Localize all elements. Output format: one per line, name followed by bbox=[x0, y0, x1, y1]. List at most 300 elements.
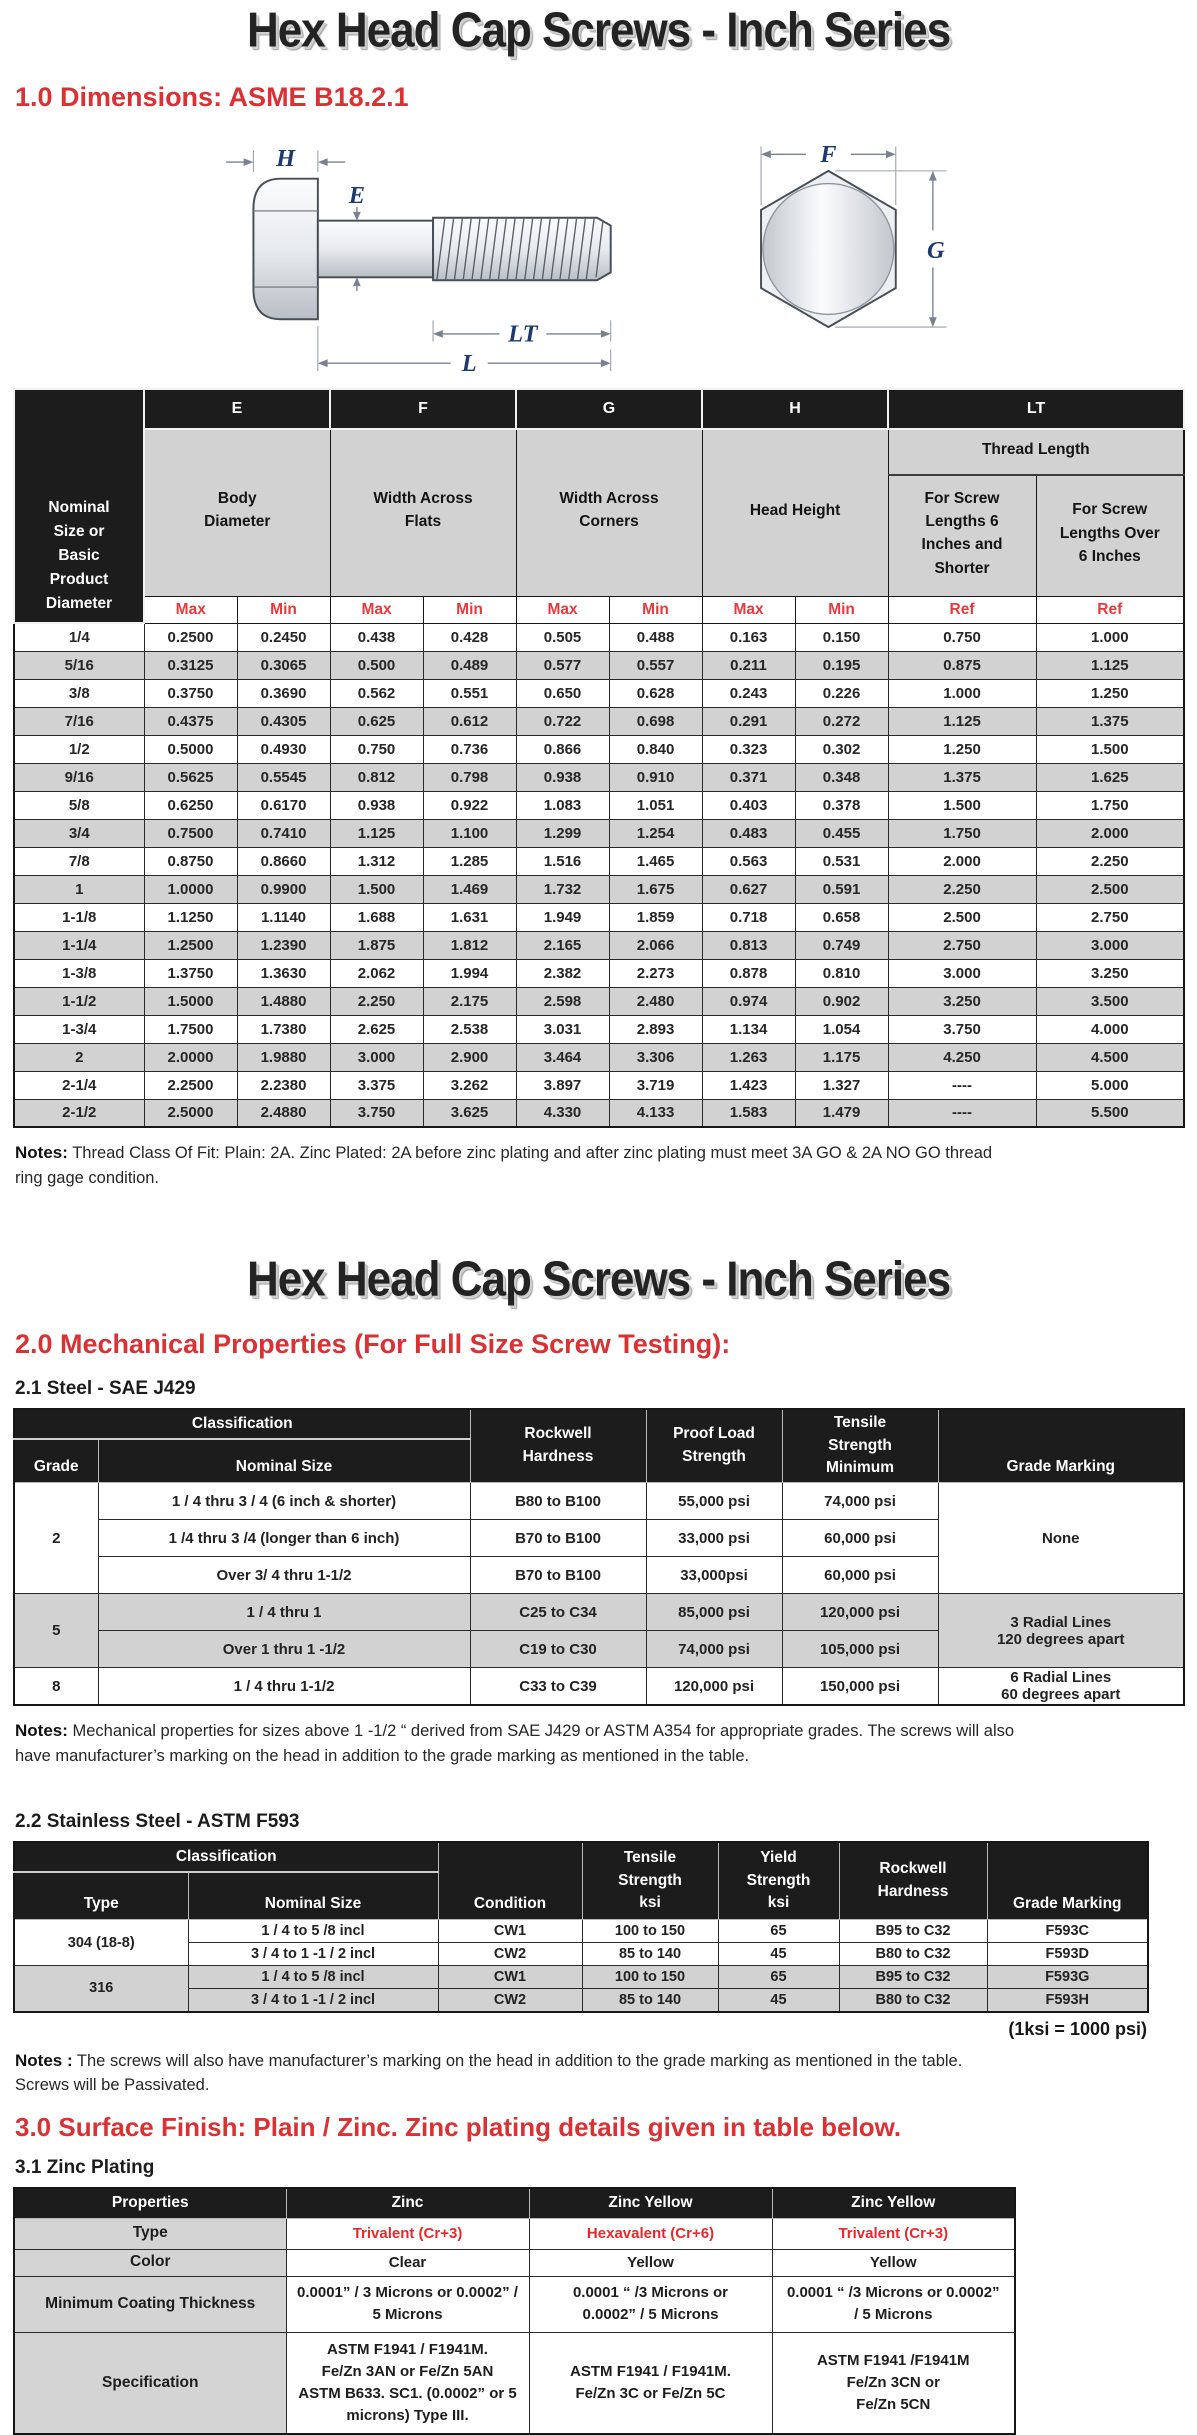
steel-grade-header: Grade bbox=[14, 1439, 98, 1483]
value-cell: 1.500 bbox=[1036, 735, 1184, 763]
nominal-size-cell: 1 / 4 thru 3 / 4 (6 inch & shorter) bbox=[98, 1483, 470, 1520]
value-cell: Yellow bbox=[772, 2249, 1015, 2276]
minmax-cell: Ref bbox=[1036, 596, 1184, 623]
value-cell: 0.348 bbox=[795, 763, 888, 791]
group-header-width-across-flats bbox=[330, 429, 516, 596]
value-cell: 0.2450 bbox=[237, 623, 330, 651]
ss-marking-header: Grade Marking bbox=[987, 1842, 1148, 1920]
header-text: Rockwell Hardness bbox=[877, 1860, 949, 1900]
bolt-side-view bbox=[253, 179, 610, 320]
header-text: Rockwell Hardness bbox=[522, 1425, 594, 1465]
nominal-size-cell: 2-1/2 bbox=[14, 1099, 144, 1127]
page-title bbox=[13, 3, 1184, 58]
bolt-diagram-svg bbox=[189, 117, 1009, 379]
col-header-f: F bbox=[330, 389, 516, 429]
dimension-row bbox=[14, 791, 1184, 819]
value-cell: 0.3065 bbox=[237, 651, 330, 679]
steel-tensile-header bbox=[782, 1409, 938, 1483]
col-header-g: G bbox=[516, 389, 702, 429]
value-cell: 2.2380 bbox=[237, 1071, 330, 1099]
value-cell: 3.306 bbox=[609, 1043, 702, 1071]
value-cell: 1.263 bbox=[702, 1043, 795, 1071]
value-cell: 0.938 bbox=[516, 763, 609, 791]
value-cell: 0.650 bbox=[516, 679, 609, 707]
hardness-cell: C33 to C39 bbox=[470, 1668, 646, 1706]
zinc-header-zinc-yellow-1: Zinc Yellow bbox=[529, 2188, 772, 2218]
value-cell: 1.4880 bbox=[237, 987, 330, 1015]
zinc-header-zinc-yellow-2: Zinc Yellow bbox=[772, 2188, 1015, 2218]
ss-classification-header: Classification bbox=[14, 1842, 438, 1872]
grade-cell: 2 bbox=[14, 1483, 98, 1594]
value-cell: 3.464 bbox=[516, 1043, 609, 1071]
proof-load-cell: 55,000 psi bbox=[646, 1483, 782, 1520]
tensile-cell: 100 to 150 bbox=[582, 1966, 718, 1989]
hardness-cell: C19 to C30 bbox=[470, 1631, 646, 1668]
value-cell: 1.000 bbox=[888, 679, 1036, 707]
value-cell: 1.675 bbox=[609, 875, 702, 903]
value-cell: 1.732 bbox=[516, 875, 609, 903]
steel-notes bbox=[15, 1718, 1045, 1769]
value-cell: 1.859 bbox=[609, 903, 702, 931]
value-cell: 0.612 bbox=[423, 707, 516, 735]
value-cell: 0.500 bbox=[330, 651, 423, 679]
steel-proof-header bbox=[646, 1409, 782, 1483]
value-cell: 1.054 bbox=[795, 1015, 888, 1043]
condition-cell: CW1 bbox=[438, 1920, 582, 1943]
group-header-width-across-corners bbox=[516, 429, 702, 596]
value-cell: 3.375 bbox=[330, 1071, 423, 1099]
value-cell: 1.750 bbox=[888, 819, 1036, 847]
notes-text: Thread Class Of Fit: Plain: 2A. Zinc Plated: 2A before zinc plating and after zinc plating must meet 3A GO & 2A NO GO thread ring gage condition. bbox=[15, 1144, 993, 1187]
value-cell: 0.455 bbox=[795, 819, 888, 847]
value-cell: 1.125 bbox=[1036, 651, 1184, 679]
nominal-size-cell: 1-1/4 bbox=[14, 931, 144, 959]
value-cell: 2.066 bbox=[609, 931, 702, 959]
value-cell: 2.165 bbox=[516, 931, 609, 959]
proof-load-cell: 33,000psi bbox=[646, 1557, 782, 1594]
zinc-heading: 3.1 Zinc Plating bbox=[15, 2157, 155, 2178]
value-cell: 0.3690 bbox=[237, 679, 330, 707]
value-cell: 1.0000 bbox=[144, 875, 237, 903]
nominal-size-cell: 1/4 bbox=[14, 623, 144, 651]
section-heading-dimensions: 1.0 Dimensions: ASME B18.2.1 bbox=[15, 82, 409, 112]
tensile-cell: 60,000 psi bbox=[782, 1520, 938, 1557]
yield-cell: 45 bbox=[718, 1943, 839, 1966]
grade-cell: 8 bbox=[14, 1668, 98, 1706]
value-cell: 2.273 bbox=[609, 959, 702, 987]
value-cell: 0.750 bbox=[888, 623, 1036, 651]
nominal-size-cell: 1 / 4 to 5 /8 incl bbox=[188, 1920, 438, 1943]
minmax-cell: Max bbox=[516, 596, 609, 623]
value-cell: 0.722 bbox=[516, 707, 609, 735]
value-cell: 0.878 bbox=[702, 959, 795, 987]
value-cell: 1.2390 bbox=[237, 931, 330, 959]
value-cell: 1.500 bbox=[888, 791, 1036, 819]
value-cell: 2.382 bbox=[516, 959, 609, 987]
dim-label-h: H bbox=[275, 145, 295, 172]
dimension-row bbox=[14, 875, 1184, 903]
tensile-cell: 74,000 psi bbox=[782, 1483, 938, 1520]
value-cell: 1.5000 bbox=[144, 987, 237, 1015]
grade-marking-cell: F593D bbox=[987, 1943, 1148, 1966]
tensile-cell: 60,000 psi bbox=[782, 1557, 938, 1594]
value-cell: 1.423 bbox=[702, 1071, 795, 1099]
value-cell: 1.125 bbox=[888, 707, 1036, 735]
nominal-size-cell: 9/16 bbox=[14, 763, 144, 791]
value-cell: 0.625 bbox=[330, 707, 423, 735]
value-cell: 3.500 bbox=[1036, 987, 1184, 1015]
value-cell: 0.810 bbox=[795, 959, 888, 987]
nominal-size-cell: 1 / 4 thru 1 bbox=[98, 1594, 470, 1631]
value-cell: 2.5000 bbox=[144, 1099, 237, 1127]
corner-header bbox=[14, 389, 144, 623]
value-cell: 5.000 bbox=[1036, 1071, 1184, 1099]
value-cell: 1.000 bbox=[1036, 623, 1184, 651]
dimensions-notes bbox=[15, 1140, 1015, 1191]
value-cell: Clear bbox=[286, 2249, 529, 2276]
nominal-size-cell: 1 / 4 to 5 /8 incl bbox=[188, 1966, 438, 1989]
value-cell: 1.254 bbox=[609, 819, 702, 847]
value-cell: 0.4305 bbox=[237, 707, 330, 735]
surface-finish-heading: 3.0 Surface Finish: Plain / Zinc. Zinc plating details given in table below. bbox=[15, 2112, 902, 2142]
property-label: Color bbox=[14, 2249, 286, 2276]
dim-label-l: L bbox=[461, 349, 477, 377]
tensile-cell: 100 to 150 bbox=[582, 1920, 718, 1943]
value-cell: 3.000 bbox=[888, 959, 1036, 987]
value-cell: 1.7500 bbox=[144, 1015, 237, 1043]
value-cell: 0.8750 bbox=[144, 847, 237, 875]
value-cell: 2.250 bbox=[888, 875, 1036, 903]
group-header-text: Body Diameter bbox=[204, 490, 271, 531]
value-cell: ---- bbox=[888, 1099, 1036, 1127]
notes-label: Notes : bbox=[15, 2050, 73, 2070]
value-cell: 0.5000 bbox=[144, 735, 237, 763]
hardness-cell: B80 to C32 bbox=[839, 1989, 987, 2012]
dimension-row bbox=[14, 903, 1184, 931]
value-cell: 1.469 bbox=[423, 875, 516, 903]
steel-heading: 2.1 Steel - SAE J429 bbox=[15, 1377, 196, 1399]
nominal-size-cell: 1-1/8 bbox=[14, 903, 144, 931]
dimensions-table bbox=[13, 388, 1185, 1128]
value-cell: 0.163 bbox=[702, 623, 795, 651]
tensile-cell: 120,000 psi bbox=[782, 1594, 938, 1631]
value-cell: 3.750 bbox=[888, 1015, 1036, 1043]
value-cell: 0.658 bbox=[795, 903, 888, 931]
value-cell: 0.577 bbox=[516, 651, 609, 679]
dimension-row bbox=[14, 959, 1184, 987]
value-cell: 0.840 bbox=[609, 735, 702, 763]
bolt-diagram bbox=[13, 117, 1184, 384]
value-cell: 2.538 bbox=[423, 1015, 516, 1043]
dimension-row bbox=[14, 847, 1184, 875]
nominal-size-cell: 1-3/8 bbox=[14, 959, 144, 987]
dimension-row bbox=[14, 819, 1184, 847]
nominal-size-cell: Over 1 thru 1 -1/2 bbox=[98, 1631, 470, 1668]
value-cell: 1.688 bbox=[330, 903, 423, 931]
header-text: Yield Strength ksi bbox=[746, 1849, 811, 1911]
zinc-header-zinc: Zinc bbox=[286, 2188, 529, 2218]
yield-cell: 65 bbox=[718, 1966, 839, 1989]
value-cell: 0.750 bbox=[330, 735, 423, 763]
value-cell: 0.875 bbox=[888, 651, 1036, 679]
steel-classification-header: Classification bbox=[14, 1409, 470, 1439]
value-cell: 0.488 bbox=[609, 623, 702, 651]
value-cell: 0.211 bbox=[702, 651, 795, 679]
value-cell: 3.000 bbox=[1036, 931, 1184, 959]
value-cell: 2.2500 bbox=[144, 1071, 237, 1099]
value-cell: 1.631 bbox=[423, 903, 516, 931]
minmax-cell: Max bbox=[330, 596, 423, 623]
value-cell: 1.134 bbox=[702, 1015, 795, 1043]
value-cell: 4.000 bbox=[1036, 1015, 1184, 1043]
value-cell: 0.591 bbox=[795, 875, 888, 903]
dimension-row bbox=[14, 623, 1184, 651]
value-cell: 0.226 bbox=[795, 679, 888, 707]
stainless-notes bbox=[15, 2048, 1184, 2099]
thread-length-text: Thread Length bbox=[981, 440, 1090, 458]
value-cell: Yellow bbox=[529, 2249, 772, 2276]
value-cell: 1.465 bbox=[609, 847, 702, 875]
dim-label-lt: LT bbox=[507, 320, 538, 348]
notes-text: The screws will also have manufacturer’s marking on the head in addition to the grade marking as mentioned in the table. bbox=[76, 2051, 963, 2070]
group-header-head-height bbox=[702, 429, 888, 596]
value-cell: 0.150 bbox=[795, 623, 888, 651]
nominal-size-cell: 5/8 bbox=[14, 791, 144, 819]
value-cell: 1.750 bbox=[1036, 791, 1184, 819]
value-cell: ASTM F1941 / F1941M. Fe/Zn 3C or Fe/Zn 5C bbox=[529, 2332, 772, 2434]
value-cell: 2.250 bbox=[330, 987, 423, 1015]
nominal-size-cell: 1 bbox=[14, 875, 144, 903]
value-cell: 0.505 bbox=[516, 623, 609, 651]
value-cell: 0.736 bbox=[423, 735, 516, 763]
value-cell: 1.949 bbox=[516, 903, 609, 931]
value-cell: 0.749 bbox=[795, 931, 888, 959]
group-header-text: Width Across Corners bbox=[559, 490, 659, 531]
notes-text-2: Screws will be Passivated. bbox=[15, 2076, 210, 2095]
value-cell: 1.327 bbox=[795, 1071, 888, 1099]
tensile-cell: 85 to 140 bbox=[582, 1943, 718, 1966]
yield-cell: 45 bbox=[718, 1989, 839, 2012]
condition-cell: CW2 bbox=[438, 1989, 582, 2012]
value-cell: 0.5625 bbox=[144, 763, 237, 791]
value-cell: 2.900 bbox=[423, 1043, 516, 1071]
steel-size-header: Nominal Size bbox=[98, 1439, 470, 1483]
value-cell: 0.938 bbox=[330, 791, 423, 819]
value-cell: ASTM F1941 / F1941M. Fe/Zn 3AN or Fe/Zn 5AN ASTM B633. SC1. (0.0002” or 5 microns) Type III. bbox=[286, 2332, 529, 2434]
value-cell: Trivalent (Cr+3) bbox=[772, 2218, 1015, 2249]
hardness-cell: B70 to B100 bbox=[470, 1520, 646, 1557]
value-cell: 0.272 bbox=[795, 707, 888, 735]
zinc-row bbox=[14, 2276, 1015, 2332]
value-cell: 1.299 bbox=[516, 819, 609, 847]
condition-cell: CW1 bbox=[438, 1966, 582, 1989]
nominal-size-cell: 1-3/4 bbox=[14, 1015, 144, 1043]
grade-marking-cell: F593C bbox=[987, 1920, 1148, 1943]
value-cell: 0.0001” / 3 Microns or 0.0002” / 5 Microns bbox=[286, 2276, 529, 2332]
value-cell: 0.531 bbox=[795, 847, 888, 875]
value-cell: 1.875 bbox=[330, 931, 423, 959]
value-cell: 2.480 bbox=[609, 987, 702, 1015]
proof-load-cell: 120,000 psi bbox=[646, 1668, 782, 1706]
value-cell: 1.1140 bbox=[237, 903, 330, 931]
stainless-table bbox=[13, 1841, 1149, 2013]
dim-label-e: E bbox=[348, 182, 365, 210]
property-label: Specification bbox=[14, 2332, 286, 2434]
value-cell: 2.750 bbox=[888, 931, 1036, 959]
dimension-row bbox=[14, 763, 1184, 791]
value-cell: 4.133 bbox=[609, 1099, 702, 1127]
steel-row bbox=[14, 1483, 1184, 1520]
value-cell: 1.312 bbox=[330, 847, 423, 875]
nominal-size-cell: Over 3/ 4 thru 1-1/2 bbox=[98, 1557, 470, 1594]
value-cell: 3.719 bbox=[609, 1071, 702, 1099]
header-text: Tensile Strength Minimum bbox=[825, 1414, 895, 1476]
nominal-size-cell: 1 /4 thru 3 /4 (longer than 6 inch) bbox=[98, 1520, 470, 1557]
section-heading-mechanical: 2.0 Mechanical Properties (For Full Size Screw Testing): bbox=[15, 1328, 731, 1359]
value-cell: 0.718 bbox=[702, 903, 795, 931]
minmax-cell: Min bbox=[609, 596, 702, 623]
value-cell: 0.291 bbox=[702, 707, 795, 735]
value-cell: 1.3750 bbox=[144, 959, 237, 987]
grade-marking-cell: 3 Radial Lines 120 degrees apart bbox=[938, 1594, 1184, 1668]
dimension-row bbox=[14, 1015, 1184, 1043]
notes-label: Notes: bbox=[15, 1143, 68, 1162]
value-cell: 0.813 bbox=[702, 931, 795, 959]
value-cell: 1.250 bbox=[1036, 679, 1184, 707]
value-cell: 1.083 bbox=[516, 791, 609, 819]
value-cell: 1.583 bbox=[702, 1099, 795, 1127]
value-cell: 0.7500 bbox=[144, 819, 237, 847]
hardness-cell: B70 to B100 bbox=[470, 1557, 646, 1594]
grade-marking-cell: F593H bbox=[987, 1989, 1148, 2012]
steel-marking-header: Grade Marking bbox=[938, 1409, 1184, 1483]
value-cell: 0.798 bbox=[423, 763, 516, 791]
value-cell: 0.627 bbox=[702, 875, 795, 903]
lt-sub-header-over bbox=[1036, 475, 1184, 596]
hardness-cell: B80 to B100 bbox=[470, 1483, 646, 1520]
value-cell: 0.0001 “ /3 Microns or 0.0002” / 5 Microns bbox=[529, 2276, 772, 2332]
hardness-cell: B95 to C32 bbox=[839, 1966, 987, 1989]
value-cell: 0.974 bbox=[702, 987, 795, 1015]
value-cell: 2.0000 bbox=[144, 1043, 237, 1071]
value-cell: 0.489 bbox=[423, 651, 516, 679]
dim-label-f: F bbox=[819, 141, 837, 169]
value-cell: 0.8660 bbox=[237, 847, 330, 875]
lt-sub-text: For Screw Lengths 6 Inches and Shorter bbox=[921, 489, 1003, 577]
ss-yield-header bbox=[718, 1842, 839, 1920]
grade-marking-cell: F593G bbox=[987, 1966, 1148, 1989]
ss-condition-header: Condition bbox=[438, 1842, 582, 1920]
stainless-row bbox=[14, 1920, 1148, 1943]
grade-cell: 5 bbox=[14, 1594, 98, 1668]
value-cell: 0.3750 bbox=[144, 679, 237, 707]
value-cell: 1.375 bbox=[888, 763, 1036, 791]
value-cell: 0.323 bbox=[702, 735, 795, 763]
value-cell: 0.7410 bbox=[237, 819, 330, 847]
type-cell: 316 bbox=[14, 1966, 188, 2012]
value-cell: 1.175 bbox=[795, 1043, 888, 1071]
minmax-cell: Max bbox=[702, 596, 795, 623]
value-cell: 0.628 bbox=[609, 679, 702, 707]
value-cell: 3.897 bbox=[516, 1071, 609, 1099]
value-cell: 1.2500 bbox=[144, 931, 237, 959]
value-cell: 2.893 bbox=[609, 1015, 702, 1043]
value-cell: 4.250 bbox=[888, 1043, 1036, 1071]
value-cell: 2.000 bbox=[888, 847, 1036, 875]
value-cell: 0.428 bbox=[423, 623, 516, 651]
value-cell: 1.625 bbox=[1036, 763, 1184, 791]
minmax-cell: Min bbox=[423, 596, 516, 623]
notes-label: Notes: bbox=[15, 1721, 68, 1740]
value-cell: 2.625 bbox=[330, 1015, 423, 1043]
value-cell: 0.4930 bbox=[237, 735, 330, 763]
value-cell: 0.922 bbox=[423, 791, 516, 819]
nominal-size-cell: 3/8 bbox=[14, 679, 144, 707]
value-cell: 2.000 bbox=[1036, 819, 1184, 847]
property-label: Type bbox=[14, 2218, 286, 2249]
steel-rockwell-header bbox=[470, 1409, 646, 1483]
value-cell: 0.563 bbox=[702, 847, 795, 875]
steel-table bbox=[13, 1408, 1185, 1707]
value-cell: 0.403 bbox=[702, 791, 795, 819]
value-cell: Hexavalent (Cr+6) bbox=[529, 2218, 772, 2249]
value-cell: 2.250 bbox=[1036, 847, 1184, 875]
page-title-2-text: Hex Head Cap Screws - Inch Series bbox=[246, 1251, 951, 1307]
proof-load-cell: 33,000 psi bbox=[646, 1520, 782, 1557]
grade-marking-cell: 6 Radial Lines 60 degrees apart bbox=[938, 1668, 1184, 1706]
nominal-size-cell: 3 / 4 to 1 -1 / 2 incl bbox=[188, 1943, 438, 1966]
property-label: Minimum Coating Thickness bbox=[14, 2276, 286, 2332]
group-header-body-diameter bbox=[144, 429, 330, 596]
value-cell: 2.500 bbox=[888, 903, 1036, 931]
value-cell: 4.500 bbox=[1036, 1043, 1184, 1071]
value-cell: 3.750 bbox=[330, 1099, 423, 1127]
header-text: Tensile Strength ksi bbox=[618, 1849, 682, 1911]
value-cell: 0.698 bbox=[609, 707, 702, 735]
value-cell: 1.051 bbox=[609, 791, 702, 819]
dimension-row bbox=[14, 707, 1184, 735]
value-cell: 3.250 bbox=[1036, 959, 1184, 987]
dimension-row bbox=[14, 651, 1184, 679]
value-cell: 3.625 bbox=[423, 1099, 516, 1127]
hardness-cell: C25 to C34 bbox=[470, 1594, 646, 1631]
value-cell: 0.0001 “ /3 Microns or 0.0002” / 5 Microns bbox=[772, 2276, 1015, 2332]
value-cell: 2.175 bbox=[423, 987, 516, 1015]
dimension-row bbox=[14, 735, 1184, 763]
value-cell: 1.994 bbox=[423, 959, 516, 987]
steel-row bbox=[14, 1594, 1184, 1631]
value-cell: 5.500 bbox=[1036, 1099, 1184, 1127]
group-header-text: Width Across Flats bbox=[373, 490, 473, 531]
nominal-size-cell: 5/16 bbox=[14, 651, 144, 679]
nominal-size-cell: 1 / 4 thru 1-1/2 bbox=[98, 1668, 470, 1706]
dimension-row bbox=[14, 1043, 1184, 1071]
value-cell: 2.750 bbox=[1036, 903, 1184, 931]
dim-lt bbox=[433, 320, 611, 347]
value-cell: 1.125 bbox=[330, 819, 423, 847]
value-cell: 1.9880 bbox=[237, 1043, 330, 1071]
condition-cell: CW2 bbox=[438, 1943, 582, 1966]
value-cell: 0.866 bbox=[516, 735, 609, 763]
nominal-size-cell: 7/8 bbox=[14, 847, 144, 875]
value-cell: 2.4880 bbox=[237, 1099, 330, 1127]
value-cell: 0.812 bbox=[330, 763, 423, 791]
value-cell: 0.551 bbox=[423, 679, 516, 707]
value-cell: 1.479 bbox=[795, 1099, 888, 1127]
steel-row bbox=[14, 1668, 1184, 1706]
value-cell: 1.285 bbox=[423, 847, 516, 875]
minmax-cell: Min bbox=[237, 596, 330, 623]
